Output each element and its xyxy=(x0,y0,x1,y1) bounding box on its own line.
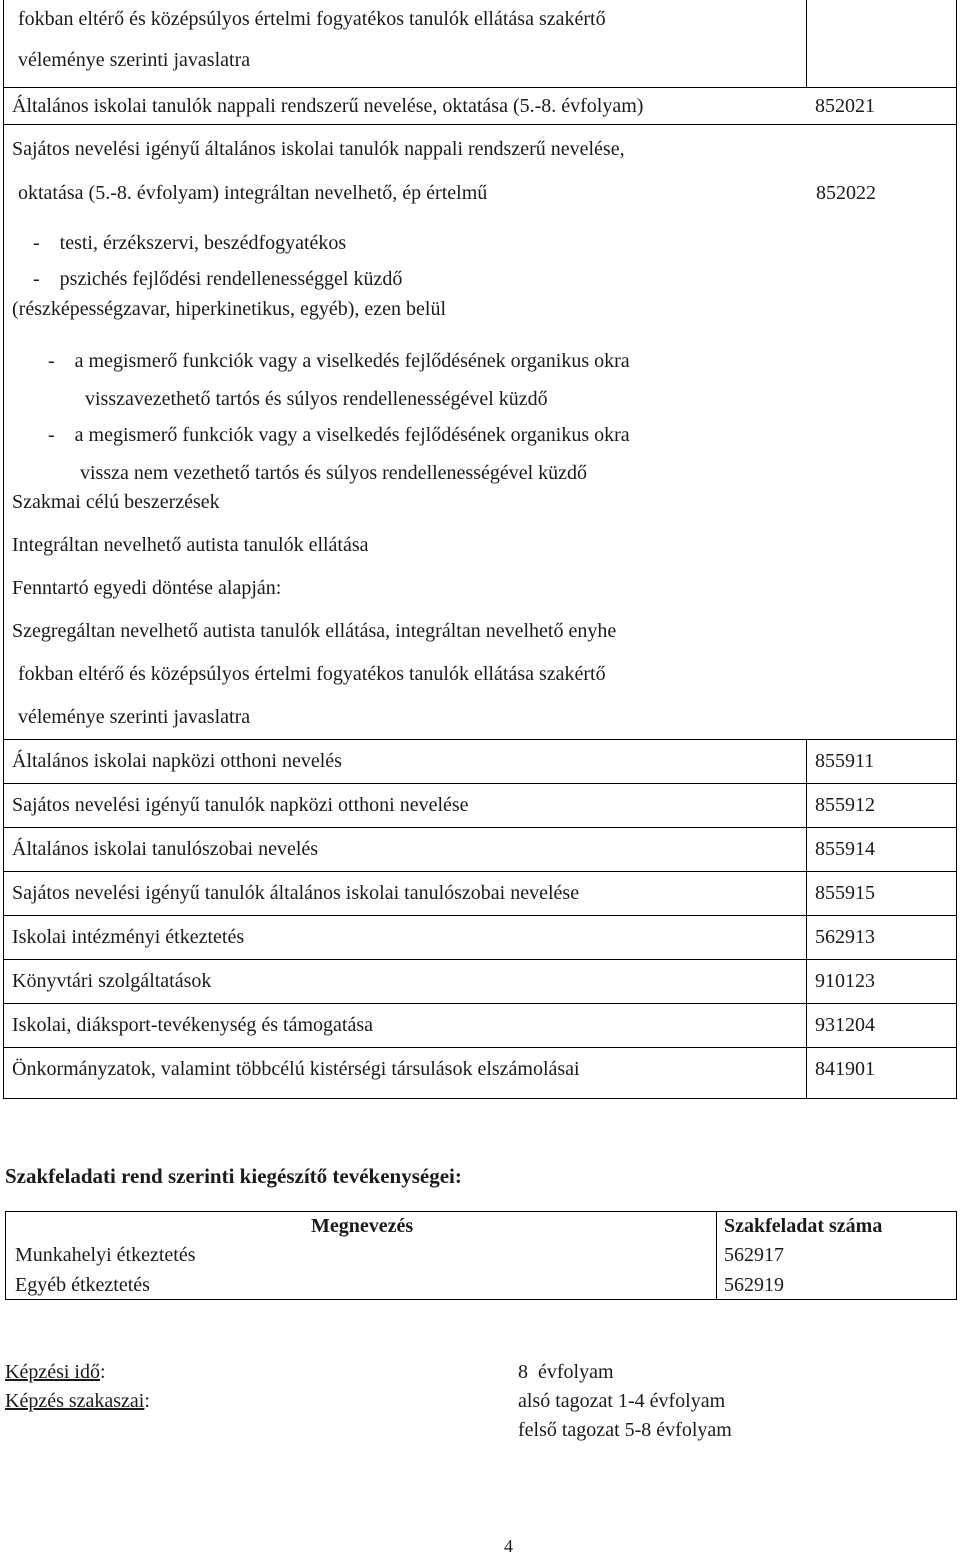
table-divider-bottom-col xyxy=(806,739,807,1099)
table-border-left xyxy=(3,0,4,1099)
table-cell-text: oktatása (5.-8. évfolyam) integráltan nevelhető, ép értelmű xyxy=(18,182,488,204)
table-cell-text: Szegregáltan nevelhető autista tanulók ellátása, integráltan nevelhető enyhe xyxy=(12,620,617,642)
table-row-label: Sajátos nevelési igényű tanulók általános iskolai tanulószobai nevelése xyxy=(12,882,580,904)
table-row-label: Általános iskolai napközi otthoni nevelés xyxy=(12,750,342,772)
table-row-line xyxy=(3,871,957,872)
small-table-code: 562919 xyxy=(724,1274,784,1296)
page-number: 4 xyxy=(504,1536,513,1556)
table-cell-text: fokban eltérő és középsúlyos értelmi fogyatékos tanulók ellátása szakértő xyxy=(18,663,606,685)
small-table-code: 562917 xyxy=(724,1244,784,1266)
table-row-code: 562913 xyxy=(815,926,875,948)
small-table-border-left xyxy=(5,1211,6,1300)
table-row-code: 931204 xyxy=(815,1014,875,1036)
training-time-label: Képzési idő: xyxy=(5,1361,106,1383)
table-cell-code: 852022 xyxy=(816,182,876,204)
list-item: - a megismerő funkciók vagy a viselkedés fejlődésének organikus okra xyxy=(48,424,630,446)
small-table-label: Munkahelyi étkeztetés xyxy=(15,1244,196,1266)
table-cell-text: véleménye szerinti javaslatra xyxy=(18,706,251,728)
list-item-cont: vissza nem vezethető tartós és súlyos rendellenességével küzdő xyxy=(80,462,588,484)
training-stages-label: Képzés szakaszai: xyxy=(5,1390,150,1412)
training-stage-1: alsó tagozat 1-4 évfolyam xyxy=(518,1390,726,1412)
table-border-right xyxy=(956,0,957,1099)
training-time-value: 8 évfolyam xyxy=(518,1361,614,1383)
column-header-code: Szakfeladat száma xyxy=(724,1215,883,1237)
table-row-code: 855912 xyxy=(815,794,875,816)
section-heading: Szakfeladati rend szerinti kiegészítő tevékenységei: xyxy=(5,1164,462,1188)
training-stage-2: felső tagozat 5-8 évfolyam xyxy=(518,1419,732,1441)
table-row-line xyxy=(3,1003,957,1004)
table-row-label: Sajátos nevelési igényű tanulók napközi otthoni nevelése xyxy=(12,794,469,816)
table-row-label: Könyvtári szolgáltatások xyxy=(12,970,212,992)
column-header-name: Megnevezés xyxy=(311,1215,414,1237)
list-item-cont: visszavezethető tartós és súlyos rendellenességével küzdő xyxy=(85,388,548,410)
table-row-code: 910123 xyxy=(815,970,875,992)
table-cell-text: Fenntartó egyedi döntése alapján: xyxy=(12,577,282,599)
small-table-divider xyxy=(716,1211,717,1300)
table-row-label: Iskolai intézményi étkeztetés xyxy=(12,926,245,948)
table-row-line xyxy=(3,739,957,740)
table-row-line xyxy=(3,1047,957,1048)
table-row-label: Önkormányzatok, valamint többcélú kistérségi társulások elszámolásai xyxy=(12,1058,580,1080)
small-table-border-top xyxy=(5,1211,957,1212)
list-item: - pszichés fejlődési rendellenességgel küzdő xyxy=(33,268,403,290)
table-row-label: Iskolai, diáksport-tevékenység és támogatása xyxy=(12,1014,373,1036)
table-cell-label: Általános iskolai tanulók nappali rendszerű nevelése, oktatása (5.-8. évfolyam) xyxy=(12,95,644,117)
small-table-border-right xyxy=(956,1211,957,1300)
table-divider-top-col xyxy=(806,0,807,88)
table-cell-code: 852021 xyxy=(815,95,875,117)
table-cell-text: Integráltan nevelhető autista tanulók ellátása xyxy=(12,534,369,556)
table-row-code: 855911 xyxy=(815,750,875,772)
table-cell-text: fokban eltérő és középsúlyos értelmi fogyatékos tanulók ellátása szakértő xyxy=(18,8,606,30)
list-item: - a megismerő funkciók vagy a viselkedés fejlődésének organikus okra xyxy=(48,350,630,372)
list-item-cont: (részképességzavar, hiperkinetikus, egyéb), ezen belül xyxy=(12,298,447,320)
table-row-line xyxy=(3,959,957,960)
table-row-code: 855914 xyxy=(815,838,875,860)
table-row-line xyxy=(3,87,957,88)
table-row-code: 841901 xyxy=(815,1058,875,1080)
table-cell-text: Szakmai célú beszerzések xyxy=(12,491,220,513)
table-border-bottom xyxy=(3,1098,957,1099)
small-table-border-bottom xyxy=(5,1299,957,1300)
table-row-line xyxy=(3,124,957,125)
table-cell-text: véleménye szerinti javaslatra xyxy=(18,49,251,71)
table-row-label: Általános iskolai tanulószobai nevelés xyxy=(12,838,319,860)
table-row-line xyxy=(3,915,957,916)
table-cell-text: Sajátos nevelési igényű általános iskolai tanulók nappali rendszerű nevelése, xyxy=(12,138,625,160)
table-row-line xyxy=(3,827,957,828)
list-item: - testi, érzékszervi, beszédfogyatékos xyxy=(33,232,347,254)
small-table-label: Egyéb étkeztetés xyxy=(15,1274,150,1296)
table-row-line xyxy=(3,783,957,784)
table-row-code: 855915 xyxy=(815,882,875,904)
